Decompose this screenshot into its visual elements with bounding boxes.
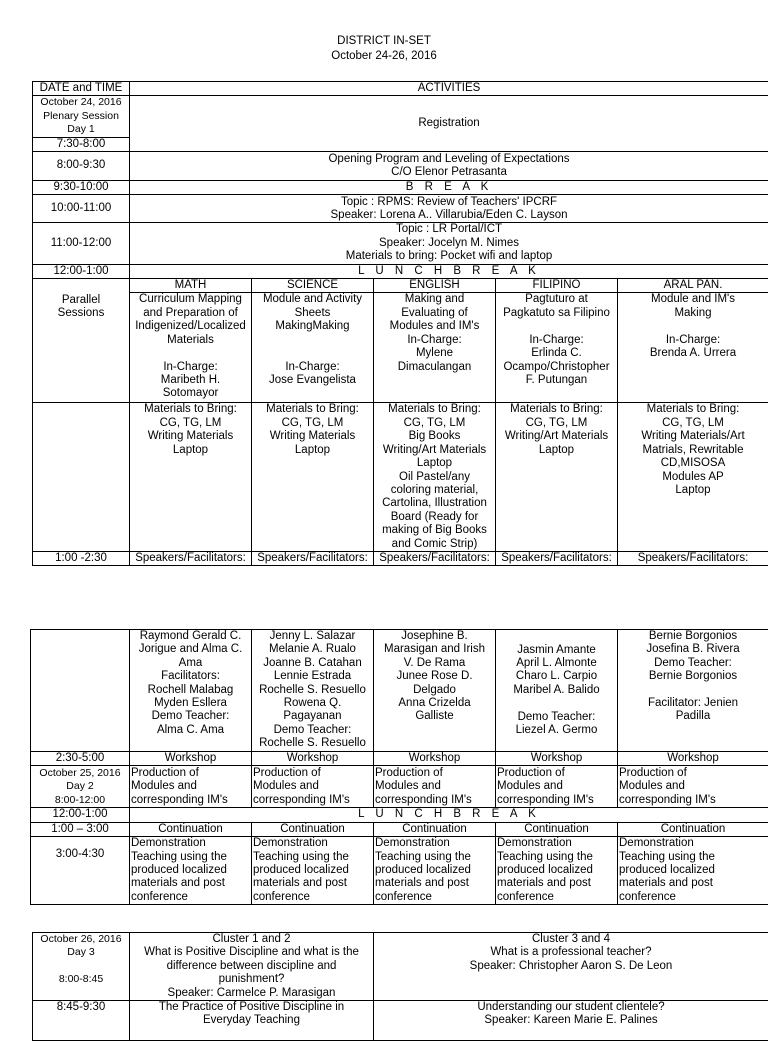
speakers-label: Speakers/Facilitators: bbox=[496, 551, 618, 565]
lunch-break-row: L U N C H B R E A K bbox=[130, 808, 768, 822]
time-slot: 7:30-8:00 bbox=[33, 137, 130, 151]
workshop-cell: Workshop bbox=[496, 752, 618, 766]
student-clientele-topic: Understanding our student clientele? Speaker: Kareen Marie E. Palines bbox=[374, 1001, 768, 1041]
schedule-table-day1 bbox=[32, 81, 768, 566]
empty-cell bbox=[33, 403, 130, 551]
materials-cell: Materials to Bring: CG, TG, LM Writing Materials Laptop bbox=[130, 403, 252, 551]
time-slot: 8:00-9:30 bbox=[33, 152, 130, 181]
cluster-3-4: Cluster 3 and 4 What is a professional teacher? Speaker: Christopher Aaron S. De Leon bbox=[374, 933, 768, 1001]
production-cell: Production of Modules and corresponding IM's bbox=[374, 766, 496, 808]
registration: Registration bbox=[130, 96, 768, 152]
speakers-label: Speakers/Facilitators: bbox=[130, 551, 252, 565]
production-cell: Production of Modules and corresponding IM's bbox=[252, 766, 374, 808]
topic-cell: Curriculum Mapping and Preparation of Indigenized/Localized Materials In-Charge: Maribeth H. Sotomayor bbox=[130, 293, 252, 403]
day2-label: October 25, 2016 Day 2 8:00-12:00 bbox=[31, 766, 130, 808]
time-slot: 12:00-1:00 bbox=[33, 264, 130, 278]
day1-label: October 24, 2016 Plenary Session Day 1 bbox=[33, 96, 130, 137]
workshop-cell: Workshop bbox=[252, 752, 374, 766]
speakers-cell: Raymond Gerald C. Jorigue and Alma C. Ama Facilitators: Rochell Malabag Myden Esllera Demo Teacher: Alma C. Ama bbox=[130, 630, 252, 752]
materials-cell: Materials to Bring: CG, TG, LM Writing Materials Laptop bbox=[252, 403, 374, 551]
topic-lr-portal: Topic : LR Portal/ICT Speaker: Jocelyn M. Nimes Materials to bring: Pocket wifi and laptop bbox=[130, 223, 768, 264]
speakers-cell: Josephine B. Marasigan and Irish V. De Rama Junee Rose D. Delgado Anna Crizelda Galliste bbox=[374, 630, 496, 752]
workshop-cell: Workshop bbox=[618, 752, 768, 766]
time-slot: 8:45-9:30 bbox=[33, 1001, 130, 1041]
time-slot: 12:00-1:00 bbox=[31, 808, 130, 822]
production-cell: Production of Modules and corresponding IM's bbox=[496, 766, 618, 808]
subject-english: ENGLISH bbox=[374, 279, 496, 293]
schedule-table-day1-day2 bbox=[30, 629, 768, 905]
demo-cell: Demonstration Teaching using the produced localized materials and post conference bbox=[130, 837, 252, 905]
opening-program: Opening Program and Leveling of Expectations C/O Elenor Petrasanta bbox=[130, 152, 768, 181]
break-row: B R E A K bbox=[130, 181, 768, 195]
subject-filipino: FILIPINO bbox=[496, 279, 618, 293]
cluster-1-2: Cluster 1 and 2 What is Positive Discipline and what is the difference between discipline and punishment? Speaker: Carmelce P. Marasigan bbox=[130, 933, 374, 1001]
time-slot: 1:00 -2:30 bbox=[33, 551, 130, 565]
continuation-cell: Continuation bbox=[252, 822, 374, 836]
workshop-cell: Workshop bbox=[130, 752, 252, 766]
continuation-cell: Continuation bbox=[618, 822, 768, 836]
empty-cell bbox=[31, 630, 130, 752]
topic-rpms: Topic : RPMS: Review of Teachers' IPCRF Speaker: Lorena A.. Villarubia/Eden C. Layson bbox=[130, 195, 768, 223]
time-slot: 3:00-4:30 bbox=[31, 837, 130, 905]
schedule-table-day3 bbox=[32, 932, 768, 1041]
speakers-cell: Jasmin Amante April L. Almonte Charo L. Carpio Maribel A. Balido Demo Teacher: Liezel A. Germo bbox=[496, 630, 618, 752]
time-slot: 2:30-5:00 bbox=[31, 752, 130, 766]
time-slot: 11:00-12:00 bbox=[33, 223, 130, 264]
demo-cell: Demonstration Teaching using the produced localized materials and post conference bbox=[374, 837, 496, 905]
speakers-label: Speakers/Facilitators: bbox=[252, 551, 374, 565]
topic-cell: Module and IM's Making In-Charge: Brenda A. Urrera bbox=[618, 293, 768, 403]
continuation-cell: Continuation bbox=[374, 822, 496, 836]
time-slot: 1:00 – 3:00 bbox=[31, 822, 130, 836]
subject-math: MATH bbox=[130, 279, 252, 293]
speakers-cell: Bernie Borgonios Josefina B. Rivera Demo Teacher: Bernie Borgonios Facilitator: Jenien Padilla bbox=[618, 630, 768, 752]
demo-cell: Demonstration Teaching using the produced localized materials and post conference bbox=[496, 837, 618, 905]
topic-cell: Module and Activity Sheets MakingMaking In-Charge: Jose Evangelista bbox=[252, 293, 374, 403]
production-cell: Production of Modules and corresponding IM's bbox=[130, 766, 252, 808]
topic-cell: Pagtuturo at Pagkatuto sa Filipino In-Charge: Erlinda C. Ocampo/Christopher F. Putungan bbox=[496, 293, 618, 403]
demo-cell: Demonstration Teaching using the produced localized materials and post conference bbox=[618, 837, 768, 905]
continuation-cell: Continuation bbox=[496, 822, 618, 836]
materials-cell: Materials to Bring: CG, TG, LM Writing Materials/Art Matrials, Rewritable CD,MISOSA Modules AP Laptop bbox=[618, 403, 768, 551]
materials-cell: Materials to Bring: CG, TG, LM Writing/Art Materials Laptop bbox=[496, 403, 618, 551]
positive-discipline-topic: The Practice of Positive Discipline in Everyday Teaching bbox=[130, 1001, 374, 1041]
materials-cell: Materials to Bring: CG, TG, LM Big Books Writing/Art Materials Laptop Oil Pastel/any coloring material, Cartolina, Illustration Board (Ready for making of Big Books and Comic Strip) bbox=[374, 403, 496, 551]
workshop-cell: Workshop bbox=[374, 752, 496, 766]
lunch-break-row: L U N C H B R E A K bbox=[130, 264, 768, 278]
day3-label: October 26, 2016 Day 3 8:00-8:45 bbox=[33, 933, 130, 1001]
speakers-cell: Jenny L. Salazar Melanie A. Rualo Joanne B. Catahan Lennie Estrada Rochelle S. Resuello Rowena Q. Pagayanan Demo Teacher: Rochelle S. Resuello bbox=[252, 630, 374, 752]
time-slot: 10:00-11:00 bbox=[33, 195, 130, 223]
speakers-label: Speakers/Facilitators: bbox=[618, 551, 768, 565]
page-dates: October 24-26, 2016 bbox=[0, 50, 768, 63]
header-activities: ACTIVITIES bbox=[130, 82, 768, 96]
production-cell: Production of Modules and corresponding IM's bbox=[618, 766, 768, 808]
demo-cell: Demonstration Teaching using the produced localized materials and post conference bbox=[252, 837, 374, 905]
header-date-time: DATE and TIME bbox=[33, 82, 130, 96]
parallel-sessions-label: Parallel Sessions bbox=[33, 279, 130, 403]
topic-cell: Making and Evaluating of Modules and IM's In-Charge: Mylene Dimaculangan bbox=[374, 293, 496, 403]
continuation-cell: Continuation bbox=[130, 822, 252, 836]
subject-aral-pan: ARAL PAN. bbox=[618, 279, 768, 293]
subject-science: SCIENCE bbox=[252, 279, 374, 293]
page-title: DISTRICT IN-SET bbox=[0, 35, 768, 48]
speakers-label: Speakers/Facilitators: bbox=[374, 551, 496, 565]
time-slot: 9:30-10:00 bbox=[33, 181, 130, 195]
